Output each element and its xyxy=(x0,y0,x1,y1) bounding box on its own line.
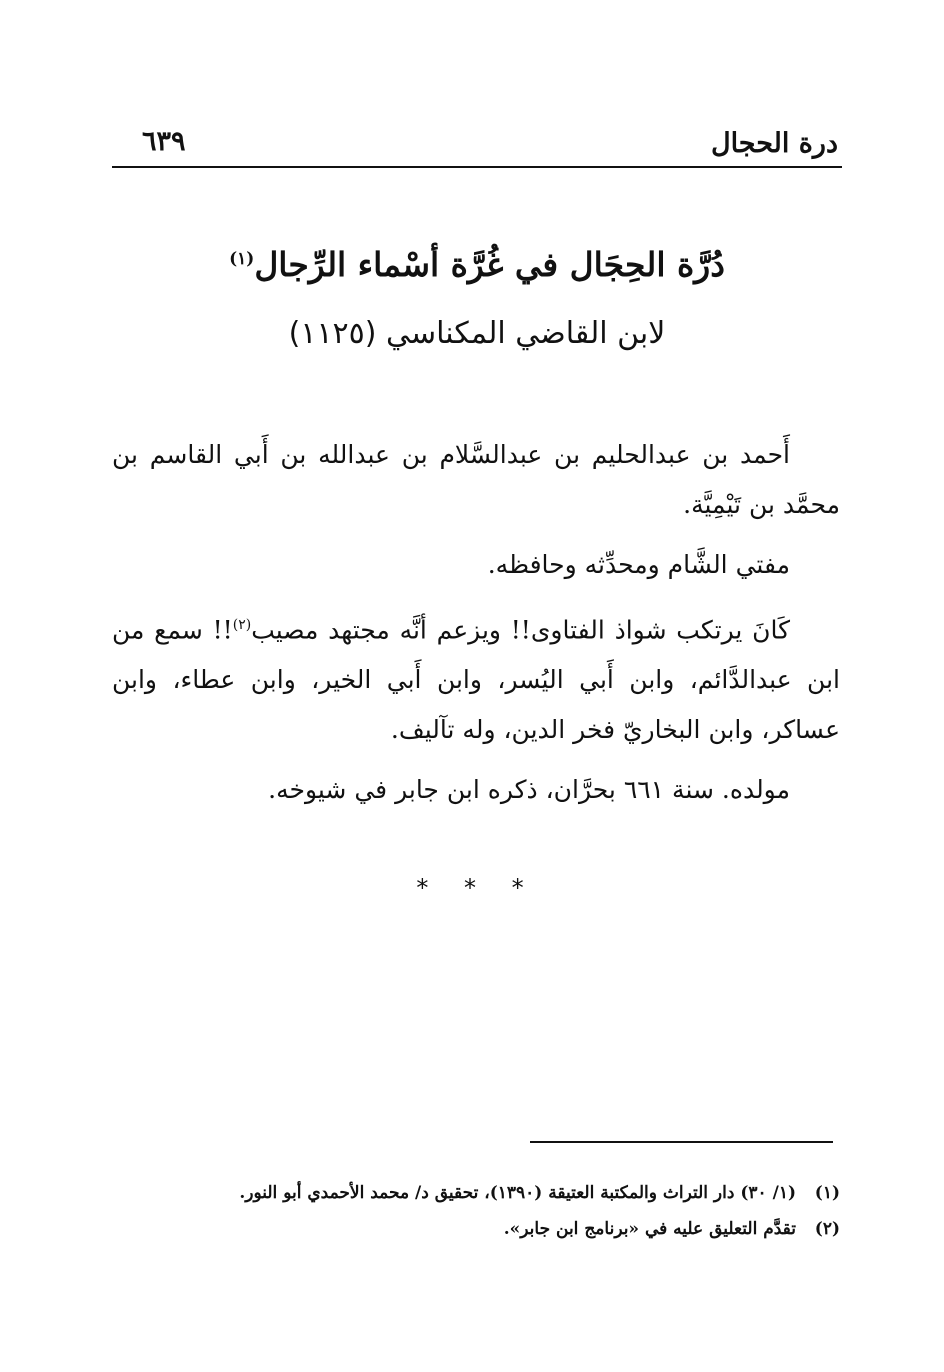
page-number: ٦٣٩ xyxy=(142,126,186,157)
running-title: درة الحجال xyxy=(710,128,838,159)
footnote-text: (١/ ٣٠) دار التراث والمكتبة العتيقة (١٣٩٠)، تحقيق د/ محمد الأحمدي أبو النور. xyxy=(239,1183,796,1203)
footnote-mark: (٢) xyxy=(814,1219,840,1239)
title-text: دُرَّة الحِجَال في غُرَّة أسْماء الرِّجال xyxy=(254,245,725,284)
footnote-mark: (١) xyxy=(814,1183,840,1203)
page-title xyxy=(112,245,842,284)
footnote-divider xyxy=(530,1141,833,1143)
paragraph-birth: مولده. سنة ٦٦١ بحرَّان، ذكره ابن جابر في شيوخه. xyxy=(268,775,790,805)
paragraph-title: مفتي الشَّام ومحدِّثه وحافظه. xyxy=(487,550,790,579)
section-separator: * * * xyxy=(416,874,538,902)
paragraph-text: !! سمع من ابن عبدالدَّائم، وابن أَبي اليُسر، وابن أَبي الخير، وابن عطاء، وابن عساكر، وابن البخاريّ فخر الدين، وله تآليف. xyxy=(112,615,840,745)
footnotes xyxy=(112,1175,840,1247)
footnote-ref: (٢) xyxy=(232,617,252,633)
title-footnote-ref: (١) xyxy=(229,249,255,269)
footnote-text: تقدَّم التعليق عليه في «برنامج ابن جابر». xyxy=(503,1219,796,1239)
paragraph-text: كَانَ يرتكب شواذ الفتاوى!! ويزعم أنَّه مجتهد مصيب xyxy=(251,615,790,645)
running-header xyxy=(112,122,842,168)
body-text xyxy=(112,430,840,825)
paragraph-description xyxy=(112,600,840,755)
footnote-item xyxy=(112,1175,840,1211)
page-subtitle: لابن القاضي المكناسي (١١٢٥) xyxy=(288,316,666,351)
footnote-item xyxy=(112,1211,840,1247)
paragraph-name: أَحمد بن عبدالحليم بن عبدالسَّلام بن عبدالله بن أَبي القاسم بن محمَّد بن تَيْمِيَّة. xyxy=(112,440,840,519)
